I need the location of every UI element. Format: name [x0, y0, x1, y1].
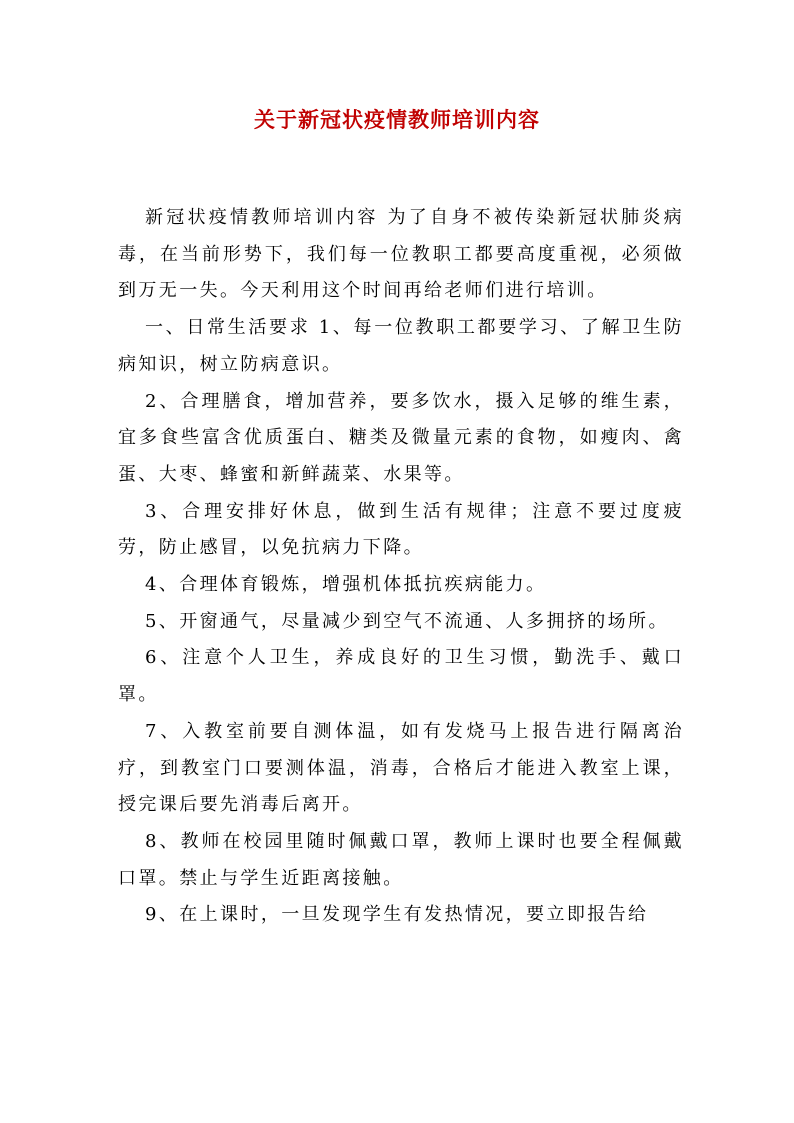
document-title: 关于新冠状疫情教师培训内容	[254, 107, 540, 132]
paragraph-intro: 新冠状疫情教师培训内容 为了自身不被传染新冠状肺炎病毒，在当前形势下，我们每一位教职工都要高度重视，必须做到万无一失。今天利用这个时间再给老师们进行培训。	[118, 207, 684, 302]
paragraph-section-1: 一、日常生活要求 1、每一位教职工都要学习、了解卫生防病知识，树立防病意识。	[118, 317, 684, 375]
paragraph-item-8: 8、教师在校园里随时佩戴口罩，教师上课时也要全程佩戴口罩。禁止与学生近距离接触。	[118, 830, 684, 889]
paragraph-item-2: 2、合理膳食，增加营养，要多饮水，摄入足够的维生素，宜多食些富含优质蛋白、糖类及微量元素的食物，如瘦肉、禽蛋、大枣、蜂蜜和新鲜蔬菜、水果等。	[118, 390, 684, 485]
paragraph-item-9: 9、在上课时，一旦发现学生有发热情况，要立即报告给	[145, 904, 649, 926]
paragraph-item-4: 4、合理体育锻炼，增强机体抵抗疾病能力。	[145, 574, 547, 596]
paragraph-item-3: 3、合理安排好休息，做到生活有规律；注意不要过度疲劳，防止感冒，以免抗病力下降。	[118, 500, 684, 559]
document-body	[118, 200, 684, 934]
paragraph-item-6: 6、注意个人卫生，养成良好的卫生习惯，勤洗手、戴口罩。	[118, 647, 684, 706]
paragraph-item-7: 7、入教室前要自测体温，如有发烧马上报告进行隔离治疗，到教室门口要测体温，消毒，合格后才能进入教室上课，授完课后要先消毒后离开。	[118, 720, 684, 816]
paragraph-item-5: 5、开窗通气，尽量减少到空气不流通、人多拥挤的场所。	[145, 610, 669, 632]
